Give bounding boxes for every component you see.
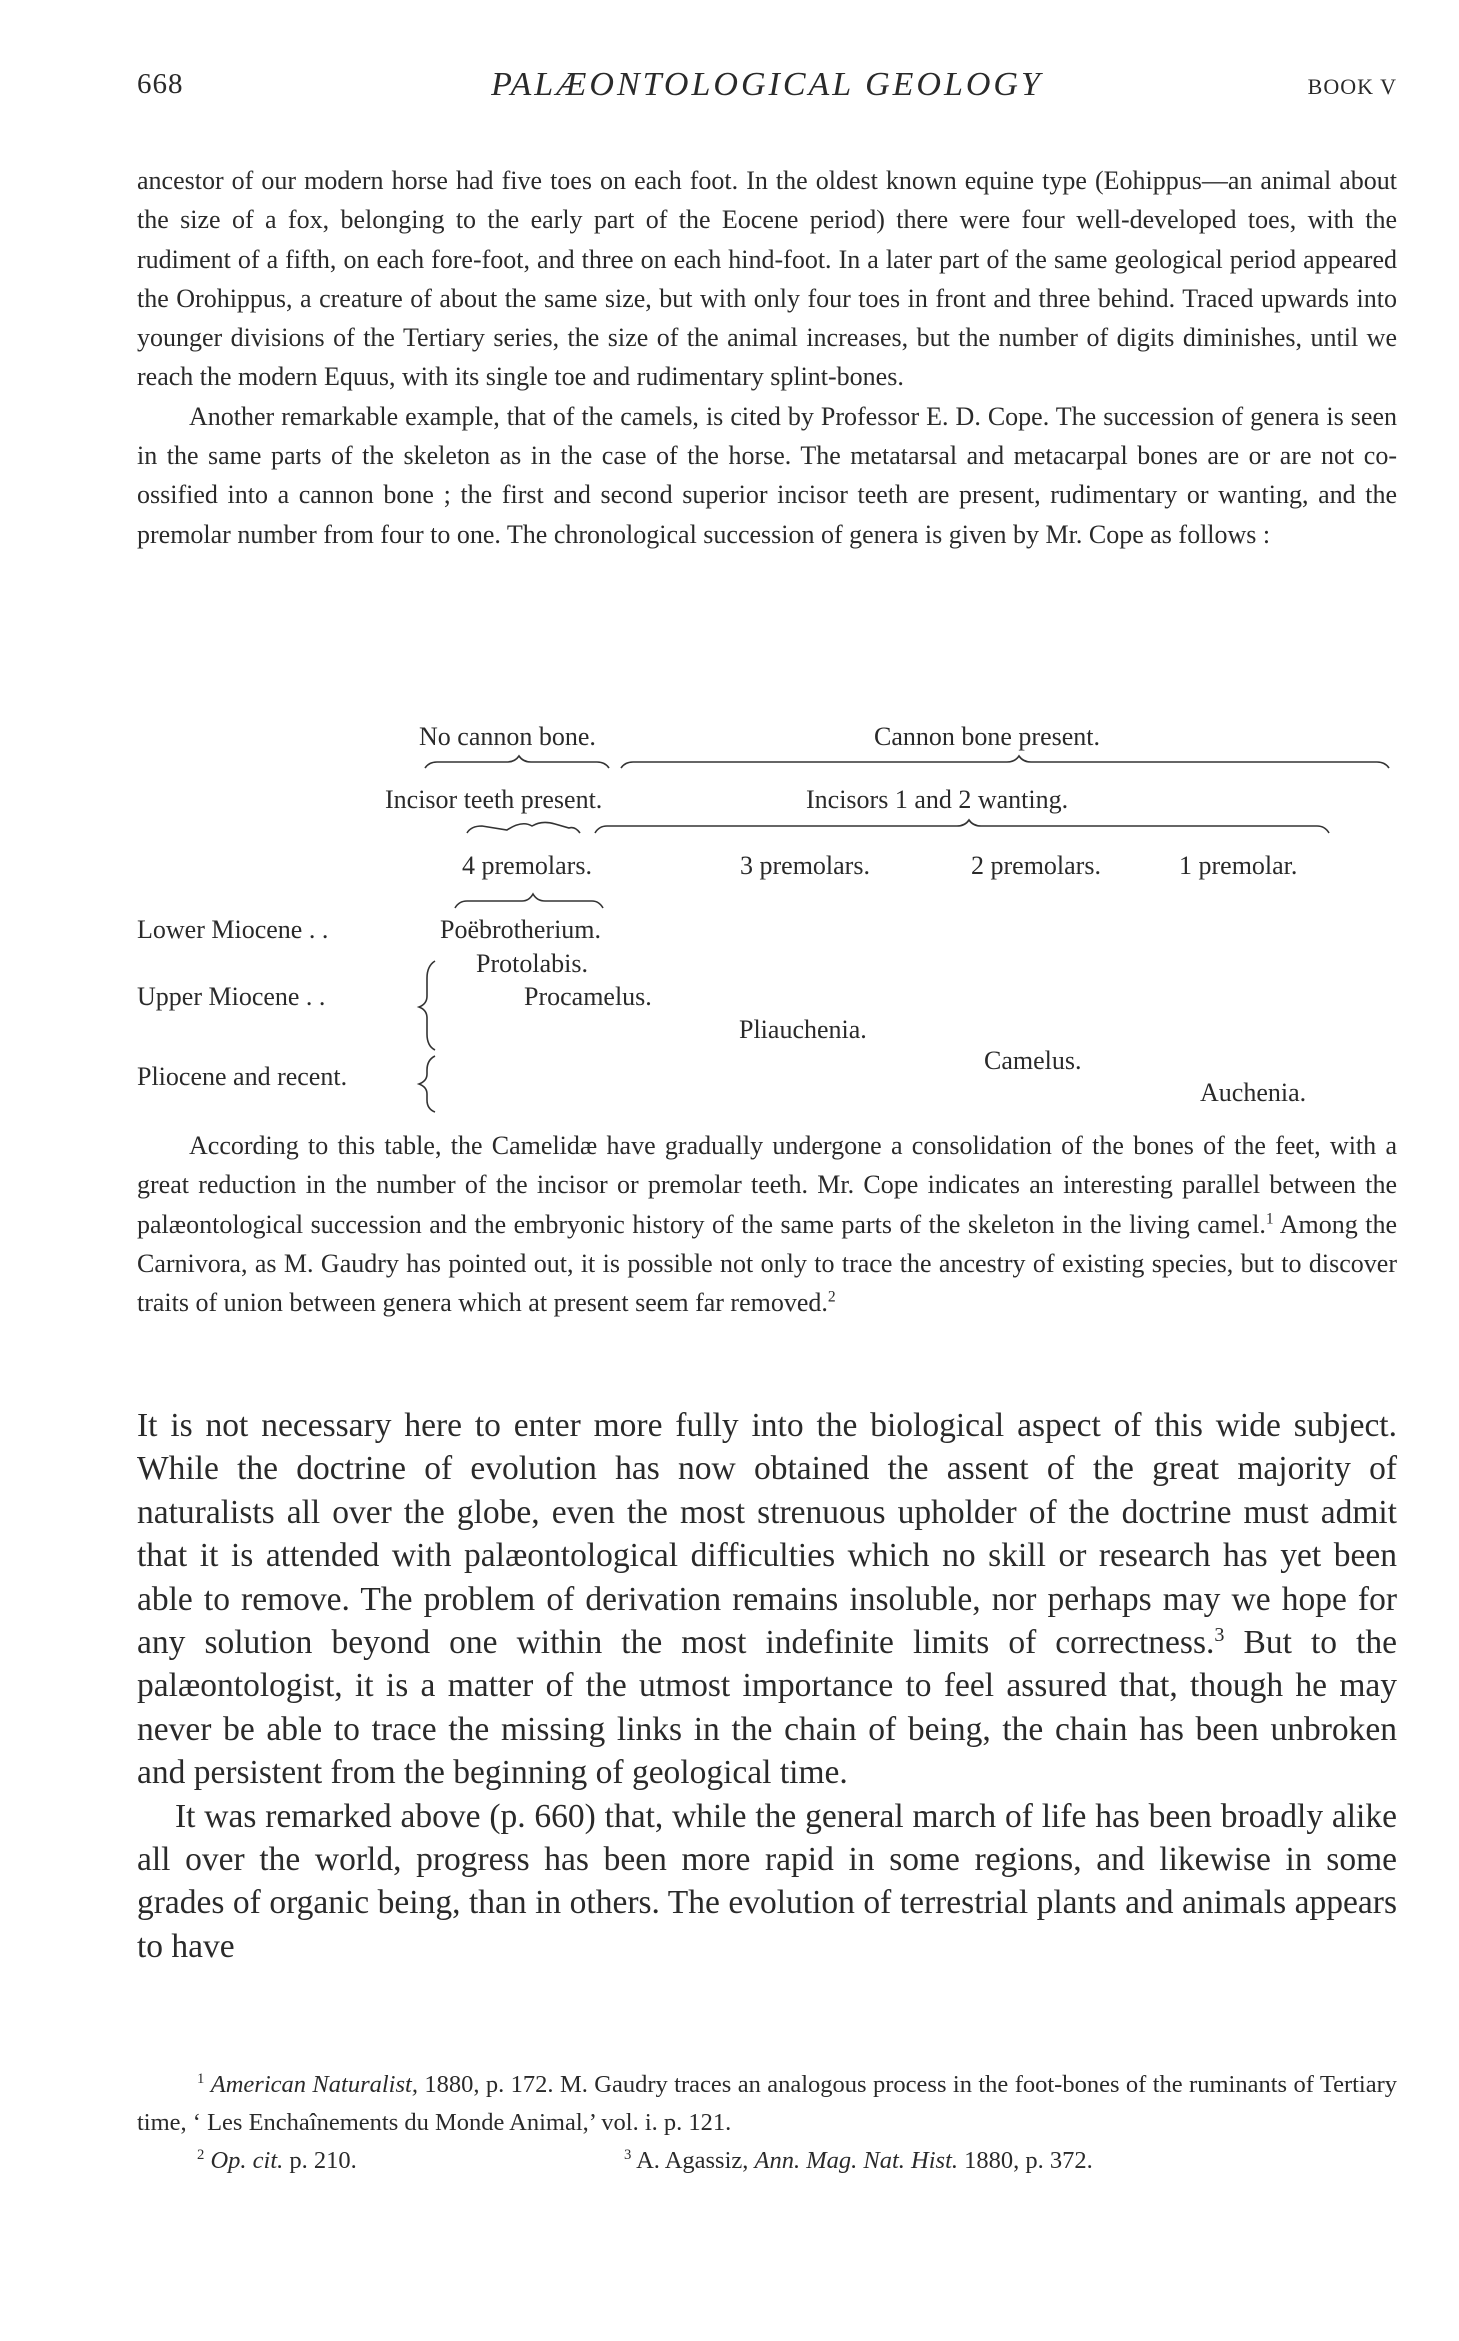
header-2-premolars: 2 premolars. <box>971 851 1101 880</box>
footnote-1-source: American Naturalist, <box>210 2071 418 2098</box>
running-title: PALÆONTOLOGICAL GEOLOGY <box>491 66 1043 103</box>
genus-poebrotherium: Poëbrotherium. <box>440 915 602 944</box>
paragraph-horse: ancestor of our modern horse had five toes on each foot. In the oldest known equine type (Eohippus—an animal about the size of a fox, belonging to the early part of the Eocene period) there were four well-developed toes, with the rudiment of a fifth, on each fore-foot, and three on each hind-foot. In a later part of the same geological period appeared the Orohippus, a creature of about the same size, but with only four toes in front and three behind. Traced upwards into younger divisions of the Tertiary series, the size of the animal increases, but the number of digits diminishes, until we reach the modern Equus, with its single toe and rudimentary splint-bones. <box>137 166 1397 392</box>
camel-genera-table <box>137 716 1397 1116</box>
epoch-pliocene: Pliocene and recent. <box>137 1062 348 1091</box>
footnote-2-text: p. 210. <box>283 2147 357 2174</box>
page-number: 668 <box>137 68 184 100</box>
genus-camelus: Camelus. <box>984 1046 1082 1075</box>
paragraph-progress: It was remarked above (p. 660) that, while the general march of life has been broadly alike all over the world, progress has been more rapid in some regions, and likewise in some grades of organic being, than in others. The evolution of terrestrial plants and animals appears to have <box>137 1797 1397 1965</box>
page-header <box>137 68 1397 108</box>
header-incisors-wanting: Incisors 1 and 2 wanting. <box>806 785 1069 814</box>
footnote-ref-2[interactable]: 2 <box>827 1288 836 1306</box>
footnote-3 <box>624 2142 1093 2180</box>
genus-pliauchenia: Pliauchenia. <box>739 1015 867 1044</box>
footnote-3-text: 1880, p. 372. <box>958 2147 1093 2174</box>
paragraph-carnivora-text: Among the Carnivora, as M. Gaudry has pointed out, it is possible not only to trace the ancestry of existing species, but to discover traits of union between genera which at present seem far removed. <box>137 1209 1397 1318</box>
footnote-1-text: 1880, p. 172. M. Gaudry traces an analogous process in the foot-bones of the ruminants of Tertiary time, ‘ Les Enchaînements du Monde Animal,’ vol. i. p. 121. <box>137 2071 1398 2136</box>
book-label: BOOK V <box>1307 74 1397 99</box>
table-discussion <box>137 1126 1397 1322</box>
paragraph-camels: Another remarkable example, that of the camels, is cited by Professor E. D. Cope. The succession of genera is seen in the same parts of the skeleton as in the case of the horse. The metatarsal and metacarpal bones are or are not co-ossified into a cannon bone ; the first and second superior incisor teeth are present, rudimentary or wanting, and the premolar number from four to one. The chronological succession of genera is given by Mr. Cope as follows : <box>137 401 1397 549</box>
footnote-ref-3[interactable]: 3 <box>1214 1623 1225 1646</box>
genus-protolabis: Protolabis. <box>476 949 588 978</box>
footnote-1 <box>137 2066 1397 2142</box>
genus-auchenia: Auchenia. <box>1200 1078 1307 1107</box>
footnote-mark-3: 3 <box>624 2146 632 2163</box>
intro-text <box>137 161 1397 554</box>
paragraph-evolution-text-2: But to the palæontologist, it is a matter of the utmost importance to feel assured that, though he may never be able to trace the missing links in the chain of being, the chain has been unbroken and persistent from the beginning of geological time. <box>137 1624 1398 1792</box>
footnote-mark-1: 1 <box>197 2070 205 2087</box>
main-text <box>137 1404 1397 1968</box>
paragraph-evolution <box>137 1404 1397 1795</box>
footnote-3-author: A. Agassiz, <box>631 2147 755 2174</box>
epoch-upper-miocene: Upper Miocene . . <box>137 982 326 1011</box>
footnote-2 <box>197 2142 357 2180</box>
header-4-premolars: 4 premolars. <box>462 851 592 880</box>
header-3-premolars: 3 premolars. <box>740 851 870 880</box>
header-cannon: Cannon bone present. <box>874 722 1101 751</box>
footnote-row-2-3 <box>137 2142 1397 2180</box>
paragraph-evolution-text: It is not necessary here to enter more fully into the biological aspect of this wide subject. While the doctrine of evolution has now obtained the assent of the great majority of naturalists all over the globe, even the most strenuous upholder of the doctrine must admit that it is attended with palæontological difficulties which no skill or research has yet been able to remove. The problem of derivation remains insoluble, nor perhaps may we hope for any solution beyond one within the most indefinite limits of correctness. <box>137 1407 1397 1662</box>
footnote-mark-2: 2 <box>197 2146 205 2163</box>
footnote-ref-1[interactable]: 1 <box>1265 1209 1274 1227</box>
footnote-3-source: Ann. Mag. Nat. Hist. <box>754 2147 959 2174</box>
header-no-cannon: No cannon bone. <box>419 722 596 751</box>
footnotes <box>137 2066 1397 2180</box>
footnote-2-source: Op. cit. <box>210 2147 284 2174</box>
header-incisor-present: Incisor teeth present. <box>385 785 603 814</box>
paragraph-camelidae-text: According to this table, the Camelidæ have gradually undergone a consolidation of the bones of the feet, with a great reduction in the number of the incisor or premolar teeth. Mr. Cope indicates an interesting parallel between the palæontological succession and the embryonic history of the same parts of the skeleton in the living camel. <box>137 1131 1397 1239</box>
genus-procamelus: Procamelus. <box>524 982 652 1011</box>
epoch-lower-miocene: Lower Miocene . . <box>137 915 329 944</box>
paragraph-camelidae <box>137 1126 1397 1322</box>
header-1-premolar: 1 premolar. <box>1179 851 1298 880</box>
